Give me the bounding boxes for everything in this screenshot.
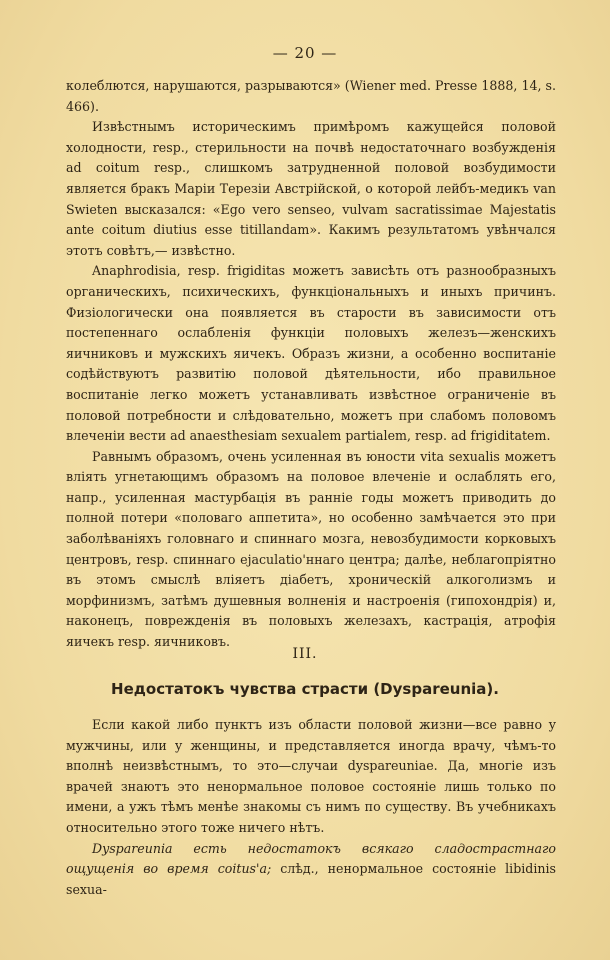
definition-italic: Dysparеunia есть недостатокъ всякаго сладострастнаго ощущенія во время coitus'а; <box>66 840 556 877</box>
definition-rest: слѣд., ненормальное состояніе libidinis sexua- <box>66 861 556 897</box>
paragraph-continuation: колеблются, нарушаются, разрываются» (Wiener med. Presse 1888, 14, s. 466). <box>66 78 556 114</box>
body-text-upper <box>66 76 556 653</box>
body-text-lower <box>66 715 556 900</box>
page-number: — 20 — <box>272 44 338 62</box>
paragraph-dyspareunia-definition <box>66 839 556 901</box>
section-title: Недостатокъ чувства страсти (Dysparеunia). <box>111 680 499 698</box>
paragraph-maria-theresa: Извѣстнымъ историческимъ примѣромъ кажущейся половой холодности, resp., стерильности на почвѣ недостаточнаго возбужденія ad coitum resp., слишкомъ затрудненной половой возбудимости является бракъ Маріи Терезіи Австрійской, о которой лейбъ-медикъ van Swieten высказался: «Ego vero senseo, vulvam sacratissimae Majestatis ante coitum diutius esse titillandam». Какимъ результатомъ увѣнчался этотъ совѣтъ,— извѣстно. <box>66 119 556 258</box>
section-numeral: III. <box>292 646 318 662</box>
paragraph-dyspareunia-intro: Если какой либо пунктъ изъ области половой жизни—все равно у мужчины, или у женщины, и представляется иногда врачу, чѣмъ-то вполнѣ неизвѣстнымъ, то это—случаи dysparеuniae. Да, многіе изъ врачей знаютъ это ненормальное половое состояніе лишь только по имени, а ужъ тѣмъ менѣе знакомы съ нимъ по существу. Въ учебникахъ относительно этого тоже ничего нѣтъ. <box>66 717 556 835</box>
paragraph-anaphrodisia: Anaphrodisia, resp. frigiditas можетъ зависѣть отъ разнообразныхъ органическихъ, психическихъ, функціональныхъ и иныхъ причинъ. Физіологически она появляется въ старости въ зависимости отъ постепеннаго ослабленія функціи половыхъ железъ—женскихъ яичниковъ и мужскихъ яичекъ. Образъ жизни, а особенно воспитаніе содѣйствуютъ развитію половой дѣятельности, ибо правильное воспитаніе легко можетъ устанавливать извѣстное ограниченіе въ половой потребности и слѣдовательно, можетъ при слабомъ половомъ влеченіи вести ad anaesthesiam sexualem partialem, resp. ad frigiditatem. <box>66 263 556 444</box>
paragraph-vita-sexualis: Равнымъ образомъ, очень усиленная въ юности vita sexualis можетъ вліять угнетающимъ образомъ на половое влеченіе и ослаблять его, напр., усиленная мастурбація въ ранніе годы можетъ приводить до полной потери «половаго аппетита», но особенно замѣчается это при заболѣваніяхъ головнаго и спиннаго мозга, невозбудимости корковыхъ центровъ, resp. спиннаго ejaculatio'ннаго центра; далѣе, неблагопріятно въ этомъ смыслѣ вліяетъ діабетъ, хроническій алкоголизмъ и морфинизмъ, затѣмъ душевныя волненія и настроенія (гипохондрія) и, наконецъ, поврежденія въ половыхъ железахъ, кастрація, атрофія яичекъ resp. яичниковъ. <box>66 448 556 650</box>
